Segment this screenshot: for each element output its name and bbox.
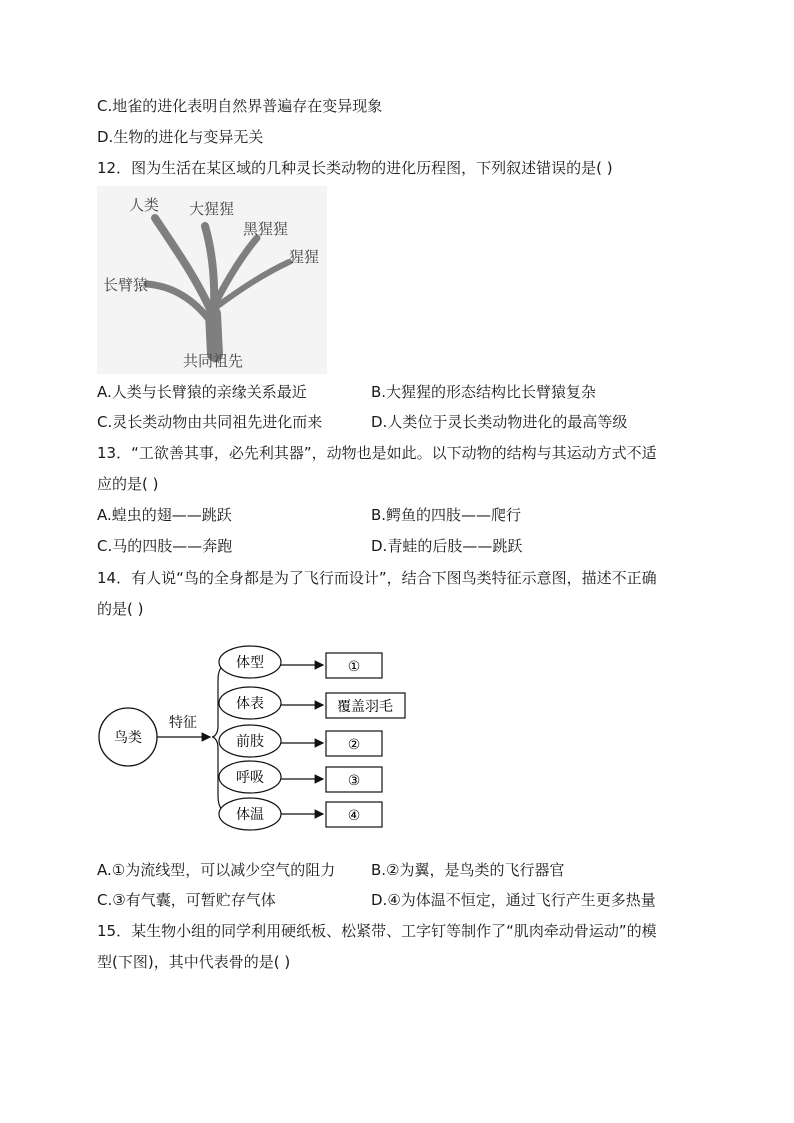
q14-stem-line1: 14．有人说“鸟的全身都是为了飞行而设计”，结合下图鸟类特征示意图，描述不正确 bbox=[97, 569, 657, 587]
feature-label-2: 前肢 bbox=[236, 734, 264, 750]
q13-options-row-2 bbox=[97, 536, 697, 556]
q14-option-b: B.②为翼，是鸟类的飞行器官 bbox=[371, 861, 565, 879]
q13-option-d: D.青蛙的后肢——跳跃 bbox=[371, 537, 523, 555]
label-chimp: 黑猩猩 bbox=[243, 220, 289, 238]
label-gorilla: 大猩猩 bbox=[189, 200, 235, 218]
q11-option-c: C.地雀的进化表明自然界普遍存在变异现象 bbox=[97, 97, 383, 115]
label-gibbon: 长臂猿 bbox=[103, 276, 149, 294]
root-label: 鸟类 bbox=[114, 730, 142, 746]
q12-options-row-1 bbox=[97, 382, 697, 402]
q13-option-c: C.马的四肢——奔跑 bbox=[97, 537, 233, 555]
feature-label-3: 呼吸 bbox=[236, 770, 264, 786]
q12-options-row-2 bbox=[97, 412, 697, 432]
q15-stem-line1: 15．某生物小组的同学利用硬纸板、松紧带、工字钉等制作了“肌肉牵动骨运动”的模 bbox=[97, 922, 657, 940]
q14-bird-feature-diagram bbox=[0, 640, 794, 840]
q12-option-b: B.大猩猩的形态结构比长臂猿复杂 bbox=[371, 383, 597, 401]
result-label-0: ① bbox=[347, 659, 361, 675]
feature-label-4: 体温 bbox=[236, 807, 264, 823]
q12-evolution-tree bbox=[97, 186, 327, 374]
q12-option-c: C.灵长类动物由共同祖先进化而来 bbox=[97, 413, 323, 431]
result-label-1: 覆盖羽毛 bbox=[337, 699, 393, 715]
feature-label-0: 体型 bbox=[236, 655, 264, 671]
q14-stem-line2: 的是( ) bbox=[97, 600, 144, 618]
q13-stem-line2: 应的是( ) bbox=[97, 475, 159, 493]
result-label-4: ④ bbox=[347, 808, 361, 824]
result-label-2: ② bbox=[347, 737, 361, 753]
q14-option-d: D.④为体温不恒定，通过飞行产生更多热量 bbox=[371, 891, 656, 909]
q13-options-row-1 bbox=[97, 505, 697, 525]
q12-option-a: A.人类与长臂猿的亲缘关系最近 bbox=[97, 383, 307, 401]
q14-options-row-1 bbox=[97, 860, 697, 880]
label-common-ancestor: 共同祖先 bbox=[183, 352, 244, 370]
label-human: 人类 bbox=[129, 196, 160, 214]
q13-stem-line1: 13．“工欲善其事，必先利其器”，动物也是如此。以下动物的结构与其运动方式不适 bbox=[97, 444, 657, 462]
q14-option-c: C.③有气囊，可暂贮存气体 bbox=[97, 891, 276, 909]
feature-label-1: 体表 bbox=[236, 696, 264, 712]
feature-arrow-label: 特征 bbox=[169, 715, 197, 731]
q14-option-a: A.①为流线型，可以减少空气的阻力 bbox=[97, 861, 336, 879]
q15-stem-line2: 型(下图)，其中代表骨的是( ) bbox=[97, 953, 291, 971]
q12-stem: 12．图为生活在某区域的几种灵长类动物的进化历程图，下列叙述错误的是( ) bbox=[97, 159, 613, 177]
q13-option-b: B.鳄鱼的四肢——爬行 bbox=[371, 506, 522, 524]
q11-option-d: D.生物的进化与变异无关 bbox=[97, 128, 264, 146]
q13-option-a: A.蝗虫的翅——跳跃 bbox=[97, 506, 232, 524]
result-label-3: ③ bbox=[347, 773, 361, 789]
q12-option-d: D.人类位于灵长类动物进化的最高等级 bbox=[371, 413, 628, 431]
q14-options-row-2 bbox=[97, 890, 697, 910]
label-orangutan: 猩猩 bbox=[289, 248, 320, 266]
